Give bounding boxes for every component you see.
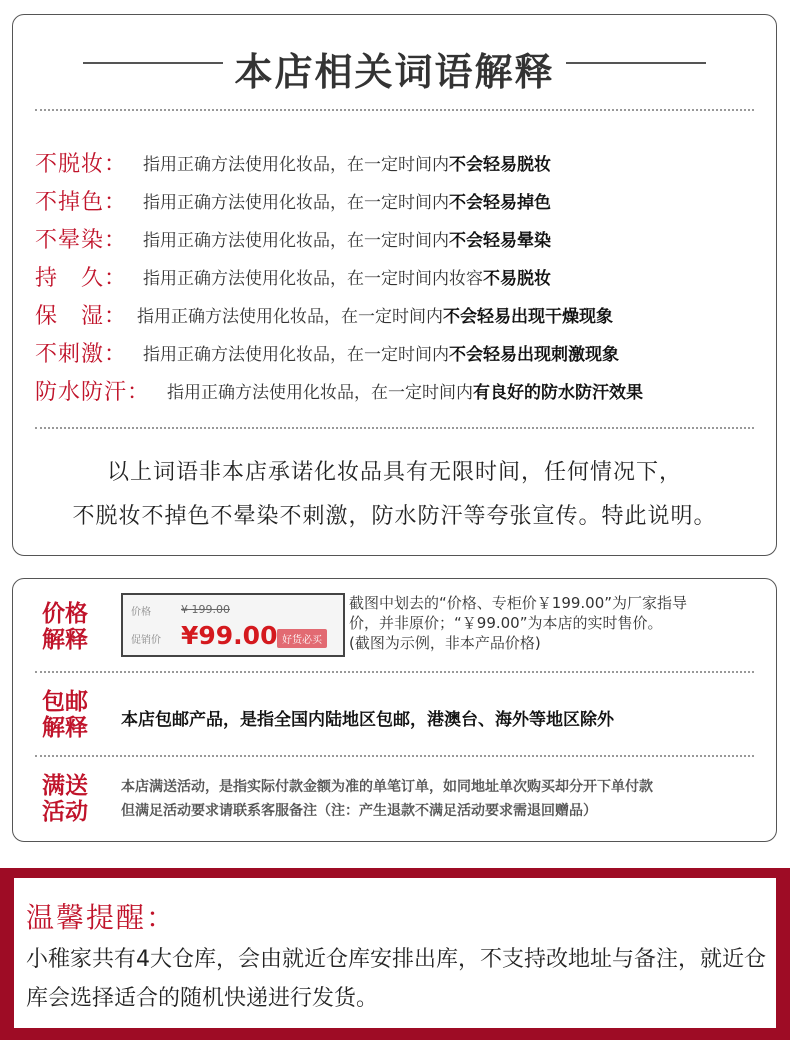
promo-price: ¥99.00 xyxy=(181,621,278,650)
original-price: ¥ 199.00 xyxy=(181,603,230,616)
explanation-card xyxy=(12,578,777,842)
reminder-title: 温馨提醒： xyxy=(26,901,177,934)
promo-label: 满送 活动 xyxy=(42,773,88,825)
reminder-text: 小稚家共有4大仓库，会由就近仓库安排出库，不支持改地址与备注，就近仓库会选择适合的随机快递进行发货。 xyxy=(26,947,766,1011)
term-desc: 指用正确方法使用化妆品，在一定时间内不会轻易掉色 xyxy=(143,193,551,213)
divider xyxy=(35,109,754,111)
term-desc: 指用正确方法使用化妆品，在一定时间内不会轻易出现干燥现象 xyxy=(137,307,613,327)
term-desc: 指用正确方法使用化妆品，在一定时间内有良好的防水防汗效果 xyxy=(167,383,643,403)
shipping-text: 本店包邮产品，是指全国内陆地区包邮，港澳台、海外等地区除外 xyxy=(121,710,614,730)
term-label: 不晕染： xyxy=(35,228,128,253)
term-desc: 指用正确方法使用化妆品，在一定时间内不会轻易晕染 xyxy=(143,231,551,251)
shipping-label: 包邮 解释 xyxy=(42,689,88,741)
term-desc: 指用正确方法使用化妆品，在一定时间内不会轻易出现刺激现象 xyxy=(143,345,619,365)
reminder-box xyxy=(14,878,776,1028)
price-caption: 价格 xyxy=(131,607,151,618)
divider xyxy=(35,427,754,429)
price-screenshot xyxy=(121,593,345,657)
promo-text: 本店满送活动，是指实际付款金额为准的单笔订单，如同地址单次购买却分开下单付款 但满足活动要求请联系客服备注（注：产生退款不满足活动要求需退回赠品） xyxy=(121,779,653,819)
term-label: 防水防汗： xyxy=(35,380,151,405)
term-label: 不刺激： xyxy=(35,342,128,367)
term-label: 不掉色： xyxy=(35,190,128,215)
term-desc: 指用正确方法使用化妆品，在一定时间内妆容不易脱妆 xyxy=(143,269,551,289)
glossary-title: 本店相关词语解释 xyxy=(234,50,555,94)
term-label: 持 久： xyxy=(35,266,128,291)
divider xyxy=(35,755,754,757)
promo-caption: 促销价 xyxy=(131,635,161,646)
price-note: 截图中划去的“价格、专柜价￥199.00”为厂家指导 价，并非原价；“￥99.00”为本店的实时售价。 (截图为示例，非本产品价格) xyxy=(349,594,688,652)
term-label: 保 湿： xyxy=(35,304,128,329)
promo-badge: 好货必买 xyxy=(277,629,327,648)
glossary-card xyxy=(12,14,777,556)
divider xyxy=(35,671,754,673)
term-desc: 指用正确方法使用化妆品，在一定时间内不会轻易脱妆 xyxy=(143,155,551,175)
term-label: 不脱妆： xyxy=(35,152,128,177)
price-label: 价格 解释 xyxy=(42,601,88,653)
reminder-banner xyxy=(0,868,790,1040)
notice-line: 不脱妆不掉色不晕染不刺激，防水防汗等夸张宣传。特此说明。 xyxy=(72,504,717,529)
notice-line: 以上词语非本店承诺化妆品具有无限时间，任何情况下， xyxy=(106,460,682,485)
